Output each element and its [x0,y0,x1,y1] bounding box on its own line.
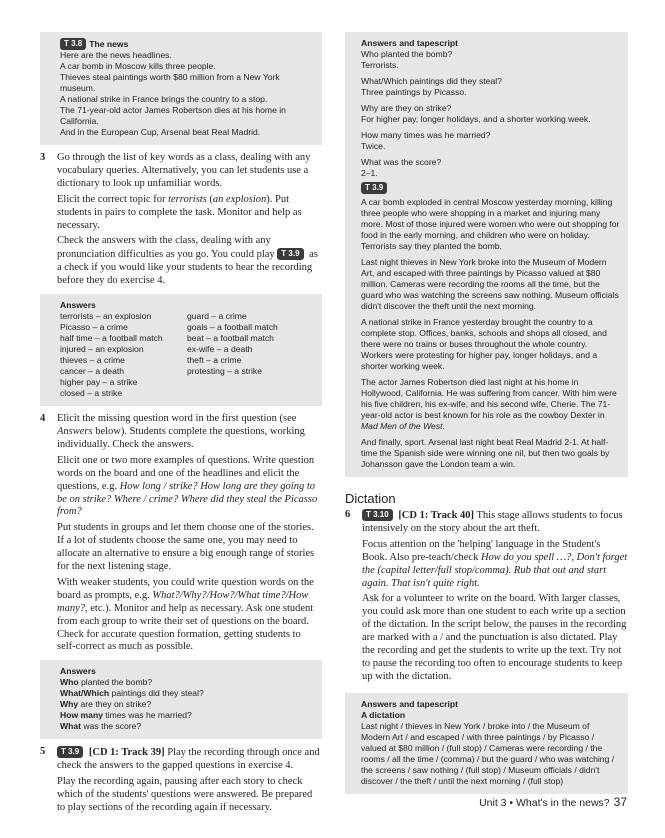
answer-item: goals – a football match [187,322,278,333]
answer: Twice. [361,141,386,151]
step-3 [40,152,322,288]
news-line: And in the European Cup, Arsenal beat Real Madrid. [60,127,261,137]
step-5 [40,746,322,815]
answer: Terrorists. [361,60,399,70]
news-line: Thieves steal paintings worth $80 million from a New York museum. [60,72,280,93]
tapescript-title: Answers and tapescript [361,38,458,48]
step-paragraph: Ask for a volunteer to write on the board. With larger classes, you could ask more than one student to each write up a section of the dictation. In the script below, the pauses in the recording are marked with a / and the punctuation is also dictated. Play the recording and get the students to write up the text. Try not to pause the recording too often to encourage students to keep up with the dictation. [362,593,627,682]
answer: Three paintings by Picasso. [361,87,467,97]
step-paragraph: T 3.9 [CD 1: Track 39] Play the recording through once and check the answers to the gapped questions in exercise 4. [57,747,320,772]
news-story: The actor James Robertson died last night at his home in Hollywood, California. He was suffering from cancer. With him were his five children, his ex-wife, and his second wife, Cherie. The 71-year-old actor is best known for his role as the cowboy Dexter in Mad Men of the West. [361,377,617,431]
answer-item: Who planted the bomb? [60,677,153,688]
track-tag: T 3.9 [57,746,83,758]
answer-item: beat – a football match [187,333,274,344]
news-line: A car bomb in Moscow kills three people. [60,61,216,71]
answer-item: Why are they on strike? [60,699,152,710]
left-column [40,32,322,818]
dictation-text: Last night / thieves in New York / broke into / the Museum of Modern Art / and escaped / with three paintings / by Picasso / valued at $80 million / (full stop) / Cameras were recording / the rooms / all the time / (comma) / but the guard / who was watching / the screens / saw nothing / (full stop) / Museum officials / didn't discover / the theft / until the next morning / (full stop) [361,720,615,786]
question: Who planted the bomb? [361,49,453,59]
right-column [345,32,628,794]
answer-item: half time – a football match [60,333,163,344]
news-line: A national strike in France brings the country to a stop. [60,94,268,104]
answers-title: Answers [60,666,96,677]
page-number: 37 [613,795,627,809]
answer: For higher pay, longer holidays, and a shorter working week. [361,114,591,124]
answer-item: closed – a strike [60,388,123,399]
answer-item: protesting – a strike [187,366,262,377]
news-story: A car bomb exploded in central Moscow yesterday morning, killing three people who were shopping in a market and injuring many more. Most of those injured were women who were out shopping for food in the early morning, and children who were on holiday. Terrorists say they planted the bomb. [361,197,620,251]
footer-label: Unit 3 • What's in the news? [479,797,610,809]
news-story: And finally, sport. Arsenal last night beat Real Madrid 2-1. At half-time the Spanish side were winning one nil, but then two goals by Johansson gave the London team a win. [361,437,610,469]
news-line: Here are the news headlines. [60,50,172,60]
question: Why are they on strike? [361,103,452,113]
step-paragraph: With weaker students, you could write question words on the board as prompts, e.g. What?/Why?/How?/What time?/How many?, etc.). Monitor and help as necessary. Ask one student from each group to write their set of questions on the board. Check for accurate question formation, getting students to self-correct as much as possible. [57,576,314,653]
tapescript-box [345,32,628,477]
step-paragraph: T 3.10 [CD 1: Track 40] This stage allows students to focus intensively on the story about the art theft. [362,510,623,534]
answer-item: ex-wife – a death [187,344,253,355]
news-box [40,32,322,145]
dictation-box-title: Answers and tapescript [361,698,458,709]
answer-item: theft – a crime [187,355,242,366]
answers-title: Answers [60,300,96,311]
answer-item: Picasso – a crime [60,322,128,333]
question: How many times was he married? [361,130,491,140]
answers-box-3 [40,294,322,406]
step-paragraph: Play the recording again, pausing after each story to check which of the students' questions were answered. Be prepared to play sections of the recording again if necessary. [57,776,313,813]
step-number: 4 [40,413,46,425]
question: What was the score? [361,157,442,167]
dictation-subtitle: A dictation [361,709,406,720]
answers-left-list [60,311,187,399]
step-paragraph: Elicit the correct topic for terrorists (an explosion). Put students in pairs to complete the task. Monitor and help as necessary. [57,193,302,231]
news-story: Last night thieves in New York broke into the Museum of Modern Art, and escaped with three paintings by Picasso valued at $80 million. Cameras were recording the rooms all the time, but the guard who was watching the screens saw nothing. Museum officials didn't discover the theft until the next morning. [361,257,619,311]
answers-right-list [187,311,314,399]
answer-item: higher pay – a strike [60,377,138,388]
step-4 [40,413,322,654]
news-story: A national strike in France yesterday brought the country to a complete stop. Offices, banks, schools and shops all closed, and there were no trains or buses throughout the whole country. Workers were protesting for higher pay, longer holidays, and a shorter working week. [361,317,607,371]
step-paragraph: Elicit one or two more examples of questions. Write question words on the board and one of the headlines and elicit the questions, e.g. How long / strike? How long are they going to be on strike? Where / crime? Where did they steal the Picasso from? [57,454,318,518]
answer-item: What was the score? [60,721,142,732]
track-tag: T 3.8 [60,38,86,50]
answer-item: guard – a crime [187,311,247,322]
step-number: 3 [40,152,46,163]
track-tag: T 3.10 [362,509,393,521]
answer-item: How many times was he married? [60,710,192,721]
news-box-title: The news [89,39,129,49]
question: What/Which paintings did they steal? [361,76,502,86]
answer-item: thieves – a crime [60,355,125,366]
step-paragraph: Focus attention on the 'helping' language in the Student's Book. Also pre-teach/check How do you spell …?, Don't forget the (capital letter/full stop/comma). Rub that out and start again. That isn't quite right. [362,538,628,589]
step-number: 6 [345,509,351,520]
step-6 [345,509,628,684]
answer: 2–1. [361,168,378,178]
answer-item: What/Which paintings did they steal? [60,688,204,699]
news-line: The 71-year-old actor James Robertson dies at his home in California. [60,105,286,126]
step-paragraph: Elicit the missing question word in the first question (see Answers below). Students complete the questions, working individually. Check the answers. [57,413,305,450]
section-heading: Dictation [345,491,396,506]
step-number: 5 [40,746,46,758]
dictation-box [345,693,628,794]
page-footer [479,795,627,809]
step-paragraph: Go through the list of key words as a class, dealing with any vocabulary queries. Alternatively, you can let students use a dictionary to look up unfamiliar words. [57,152,311,189]
answer-item: injured – an explosion [60,344,144,355]
step-paragraph: Put students in groups and let them choose one of the stories. If a lot of students choose the same one, you may need to allocate an alternative to ensure a big enough range of stories for the next listening stage. [57,522,315,573]
step-paragraph: Check the answers with the class, dealing with any pronunciation difficulties as you go. You could play T 3.9 as a check if you would like your students to hear the recording before they do exercise 4. [57,235,318,287]
track-tag: T 3.9 [361,182,387,194]
track-tag: T 3.9 [277,248,303,260]
answer-item: terrorists – an explosion [60,311,152,322]
answer-item: cancer – a death [60,366,125,377]
answers-box-4 [40,660,322,739]
